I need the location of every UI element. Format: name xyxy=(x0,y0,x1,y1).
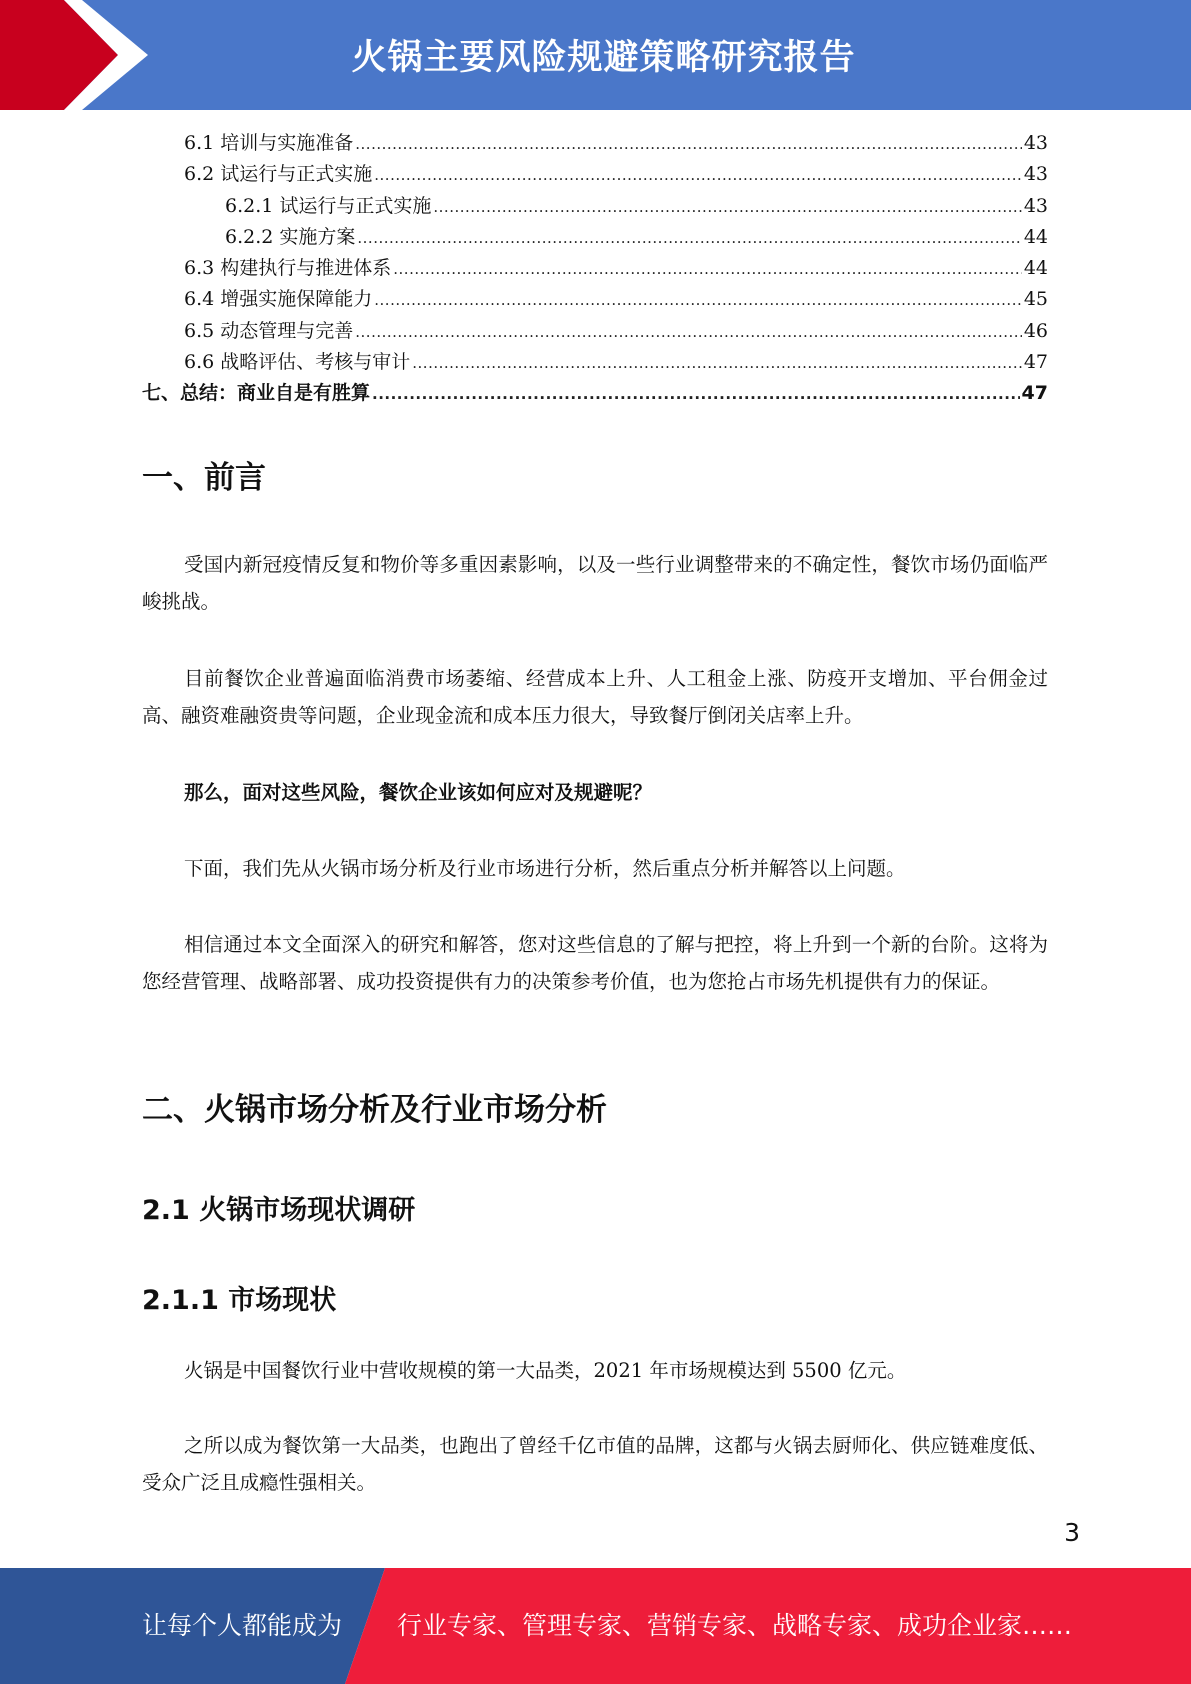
toc-leader-dots xyxy=(433,192,1021,223)
toc-entry-page: 43 xyxy=(1023,132,1048,154)
bold-question-paragraph: 那么，面对这些风险，餐饮企业该如何应对及规避呢？ xyxy=(184,781,653,804)
toc-leader-dots xyxy=(357,223,1021,254)
paragraph: 受国内新冠疫情反复和物价等多重因素影响，以及一些行业调整带来的不确定性，餐饮市场仍面临严峻挑战。 xyxy=(142,553,1048,613)
toc-leader-dots xyxy=(374,285,1022,316)
toc-leader-dots xyxy=(355,317,1022,348)
paragraph: 之所以成为餐饮第一大品类，也跑出了曾经千亿市值的品牌，这都与火锅去厨师化、供应链难度低、受众广泛且成瘾性强相关。 xyxy=(142,1434,1048,1494)
toc-entry-label: 6.4 增强实施保障能力 xyxy=(184,288,373,311)
toc-leader-dots xyxy=(412,348,1022,379)
toc-entry[interactable] xyxy=(142,347,1048,378)
table-of-contents xyxy=(142,128,1048,410)
toc-entry-label: 6.5 动态管理与完善 xyxy=(184,319,354,342)
toc-entry-label: 6.6 战略评估、考核与审计 xyxy=(184,351,411,374)
toc-entry[interactable] xyxy=(142,378,1048,409)
toc-leader-dots xyxy=(393,254,1022,285)
toc-leader-dots xyxy=(374,160,1022,191)
toc-entry[interactable] xyxy=(142,253,1048,284)
toc-entry-label: 6.2.1 试运行与正式实施 xyxy=(225,194,432,217)
toc-entry-page: 44 xyxy=(1023,225,1048,248)
paragraph: 火锅是中国餐饮行业中营收规模的第一大品类，2021 年市场规模达到 5500 亿元。 xyxy=(184,1359,907,1382)
toc-leader-dots xyxy=(355,129,1022,160)
toc-entry-page: 44 xyxy=(1023,257,1048,280)
toc-entry-label: 6.2.2 实施方案 xyxy=(225,225,356,248)
toc-entry-page: 43 xyxy=(1023,163,1048,186)
toc-entry[interactable] xyxy=(142,284,1048,315)
paragraph: 下面，我们先从火锅市场分析及行业市场进行分析，然后重点分析并解答以上问题。 xyxy=(184,857,906,880)
report-title: 火锅主要风险规避策略研究报告 xyxy=(351,38,856,78)
section-heading-market: 二、火锅市场分析及行业市场分析 xyxy=(142,1092,607,1128)
toc-leader-dots xyxy=(372,379,1020,410)
toc-entry[interactable] xyxy=(142,222,1048,253)
subsection-heading: 2.1.1 市场现状 xyxy=(142,1285,337,1316)
page-header xyxy=(0,0,1191,110)
toc-entry[interactable] xyxy=(142,128,1048,159)
toc-entry-page: 47 xyxy=(1023,351,1048,374)
toc-entry-page: 45 xyxy=(1023,288,1048,311)
toc-entry-label: 6.2 试运行与正式实施 xyxy=(184,163,373,186)
toc-entry[interactable] xyxy=(142,159,1048,190)
toc-entry[interactable] xyxy=(142,191,1048,222)
paragraph: 目前餐饮企业普遍面临消费市场萎缩、经营成本上升、人工租金上涨、防疫开支增加、平台佣金过高、融资难融资贵等问题，企业现金流和成本压力很大，导致餐厅倒闭关店率上升。 xyxy=(142,667,1048,727)
toc-entry[interactable] xyxy=(142,316,1048,347)
toc-entry-label: 七、总结：商业自是有胜算 xyxy=(142,382,371,405)
section-heading-preface: 一、前言 xyxy=(142,460,266,496)
toc-entry-page: 46 xyxy=(1023,319,1048,342)
subsection-heading: 2.1 火锅市场现状调研 xyxy=(142,1195,416,1226)
toc-entry-label: 6.1 培训与实施准备 xyxy=(184,132,354,154)
toc-entry-page: 47 xyxy=(1021,382,1048,405)
toc-entry-label: 6.3 构建执行与推进体系 xyxy=(184,257,392,280)
toc-entry-page: 43 xyxy=(1023,194,1048,217)
page-number: 3 xyxy=(1064,1518,1080,1547)
footer-slogan-left: 让每个人都能成为 xyxy=(142,1611,343,1640)
footer-slogan-right: 行业专家、管理专家、营销专家、战略专家、成功企业家…… xyxy=(397,1611,1073,1640)
paragraph: 相信通过本文全面深入的研究和解答，您对这些信息的了解与把控，将上升到一个新的台阶。这将为您经营管理、战略部署、成功投资提供有力的决策参考价值，也为您抢占市场先机提供有力的保证。 xyxy=(142,933,1048,993)
page-footer xyxy=(0,1568,1191,1684)
